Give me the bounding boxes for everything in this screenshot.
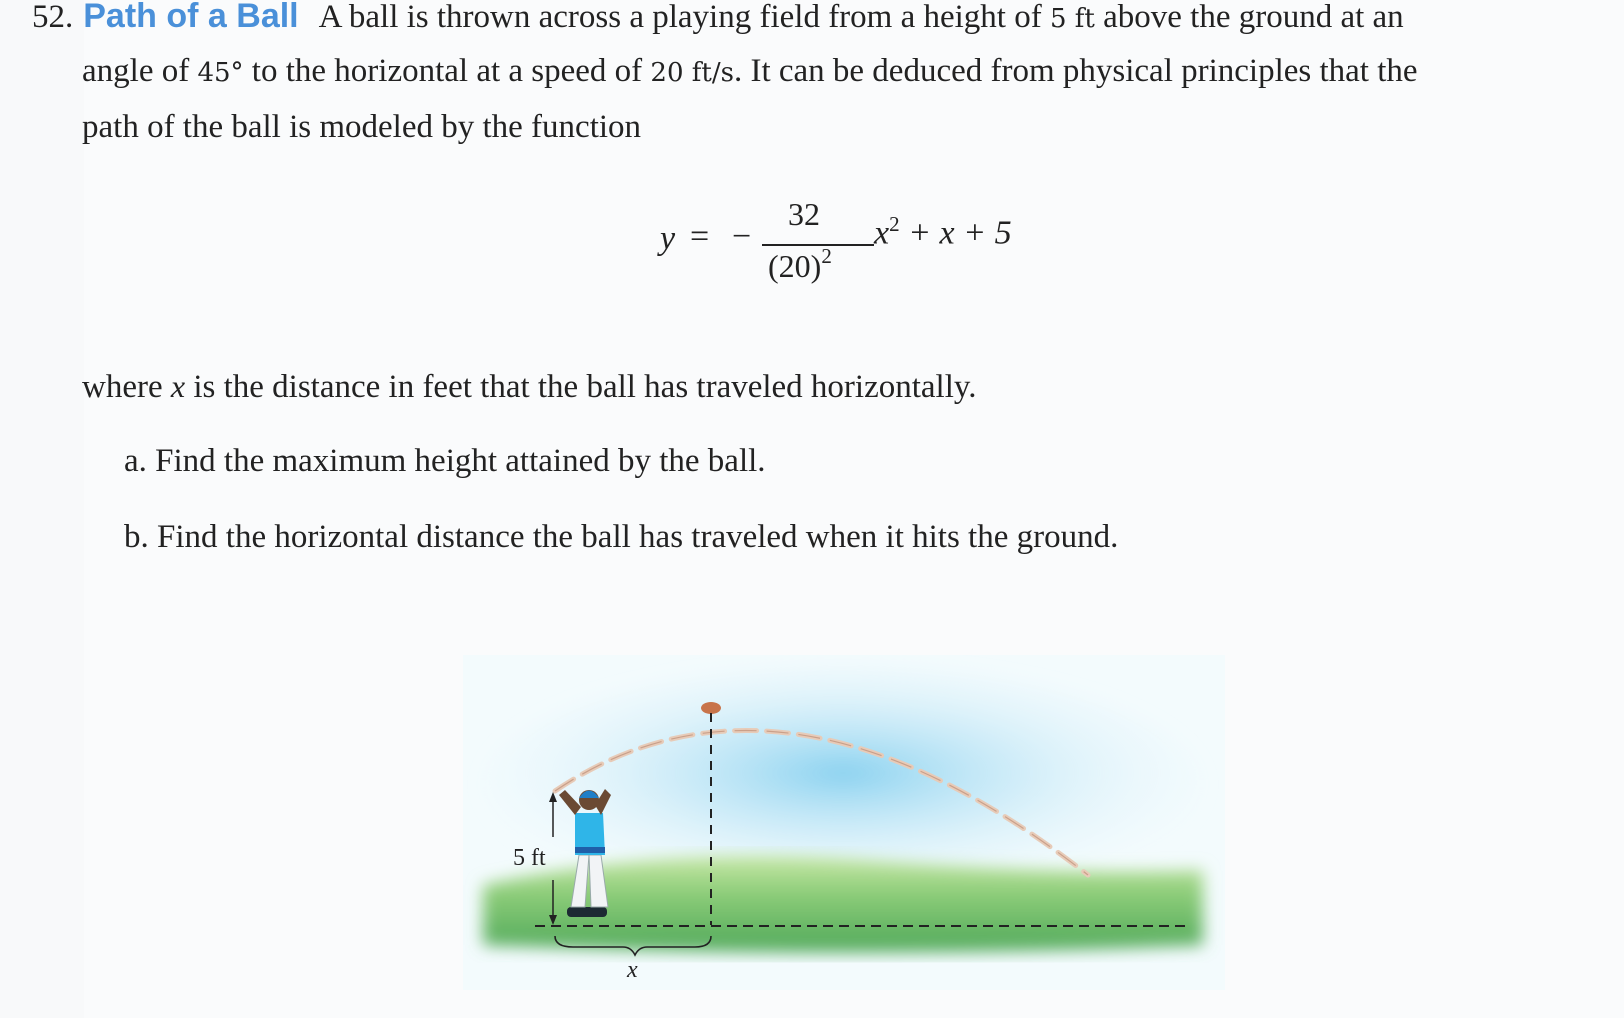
equation-tail: + x + 5 — [899, 214, 1012, 252]
problem-text-1-end: above the ground at an — [1094, 0, 1404, 35]
denominator-exponent: 2 — [821, 244, 832, 268]
equation-minus: − — [732, 218, 752, 255]
var-exponent: 2 — [889, 212, 900, 236]
problem-text-1: A ball is thrown across a playing field from a height of — [318, 0, 1050, 35]
fraction-denominator — [768, 244, 832, 285]
height-label: 5 ft — [513, 845, 546, 871]
speed-value: 20 ft/s — [650, 58, 734, 88]
ball-icon — [701, 702, 721, 714]
problem-text-2b: to the horizontal at a speed of — [243, 53, 651, 89]
problem-text-2a: angle of — [82, 53, 198, 89]
equation-rest — [874, 212, 1012, 252]
part-b: b. Find the horizontal distance the ball has traveled when it hits the ground. — [124, 519, 1119, 555]
problem-number: 52. — [32, 0, 74, 35]
height-value: 5 ft — [1049, 4, 1095, 34]
equation-equals: = — [690, 218, 710, 255]
problem-text-2c: . It can be deduced from physical principles that the — [733, 53, 1418, 89]
problem-text-4b: is the distance in feet that the ball has traveled horizontally. — [185, 369, 977, 405]
problem-line-1 — [32, 0, 1404, 48]
equation-lhs: y — [660, 220, 676, 257]
fraction-bar — [762, 244, 874, 246]
problem-text-3: path of the ball is modeled by the function — [82, 109, 642, 145]
path-equation — [660, 196, 1080, 306]
equation-var: x — [874, 214, 890, 252]
variable-x: x — [170, 368, 186, 404]
problem-line-2 — [82, 43, 1418, 102]
denominator-base: (20) — [768, 248, 822, 284]
fraction-numerator: 32 — [788, 196, 820, 232]
distance-label: x — [627, 957, 638, 983]
problem-text-4a: where — [82, 369, 171, 405]
angle-value: 45° — [197, 58, 244, 88]
problem-title: Path of a Ball — [83, 0, 299, 35]
problem-line-3 — [82, 99, 641, 156]
ball-path-figure — [463, 655, 1225, 990]
figure-illustration — [463, 655, 1225, 990]
part-a: a. Find the maximum height attained by the ball. — [124, 443, 766, 479]
problem-line-4 — [82, 358, 977, 416]
